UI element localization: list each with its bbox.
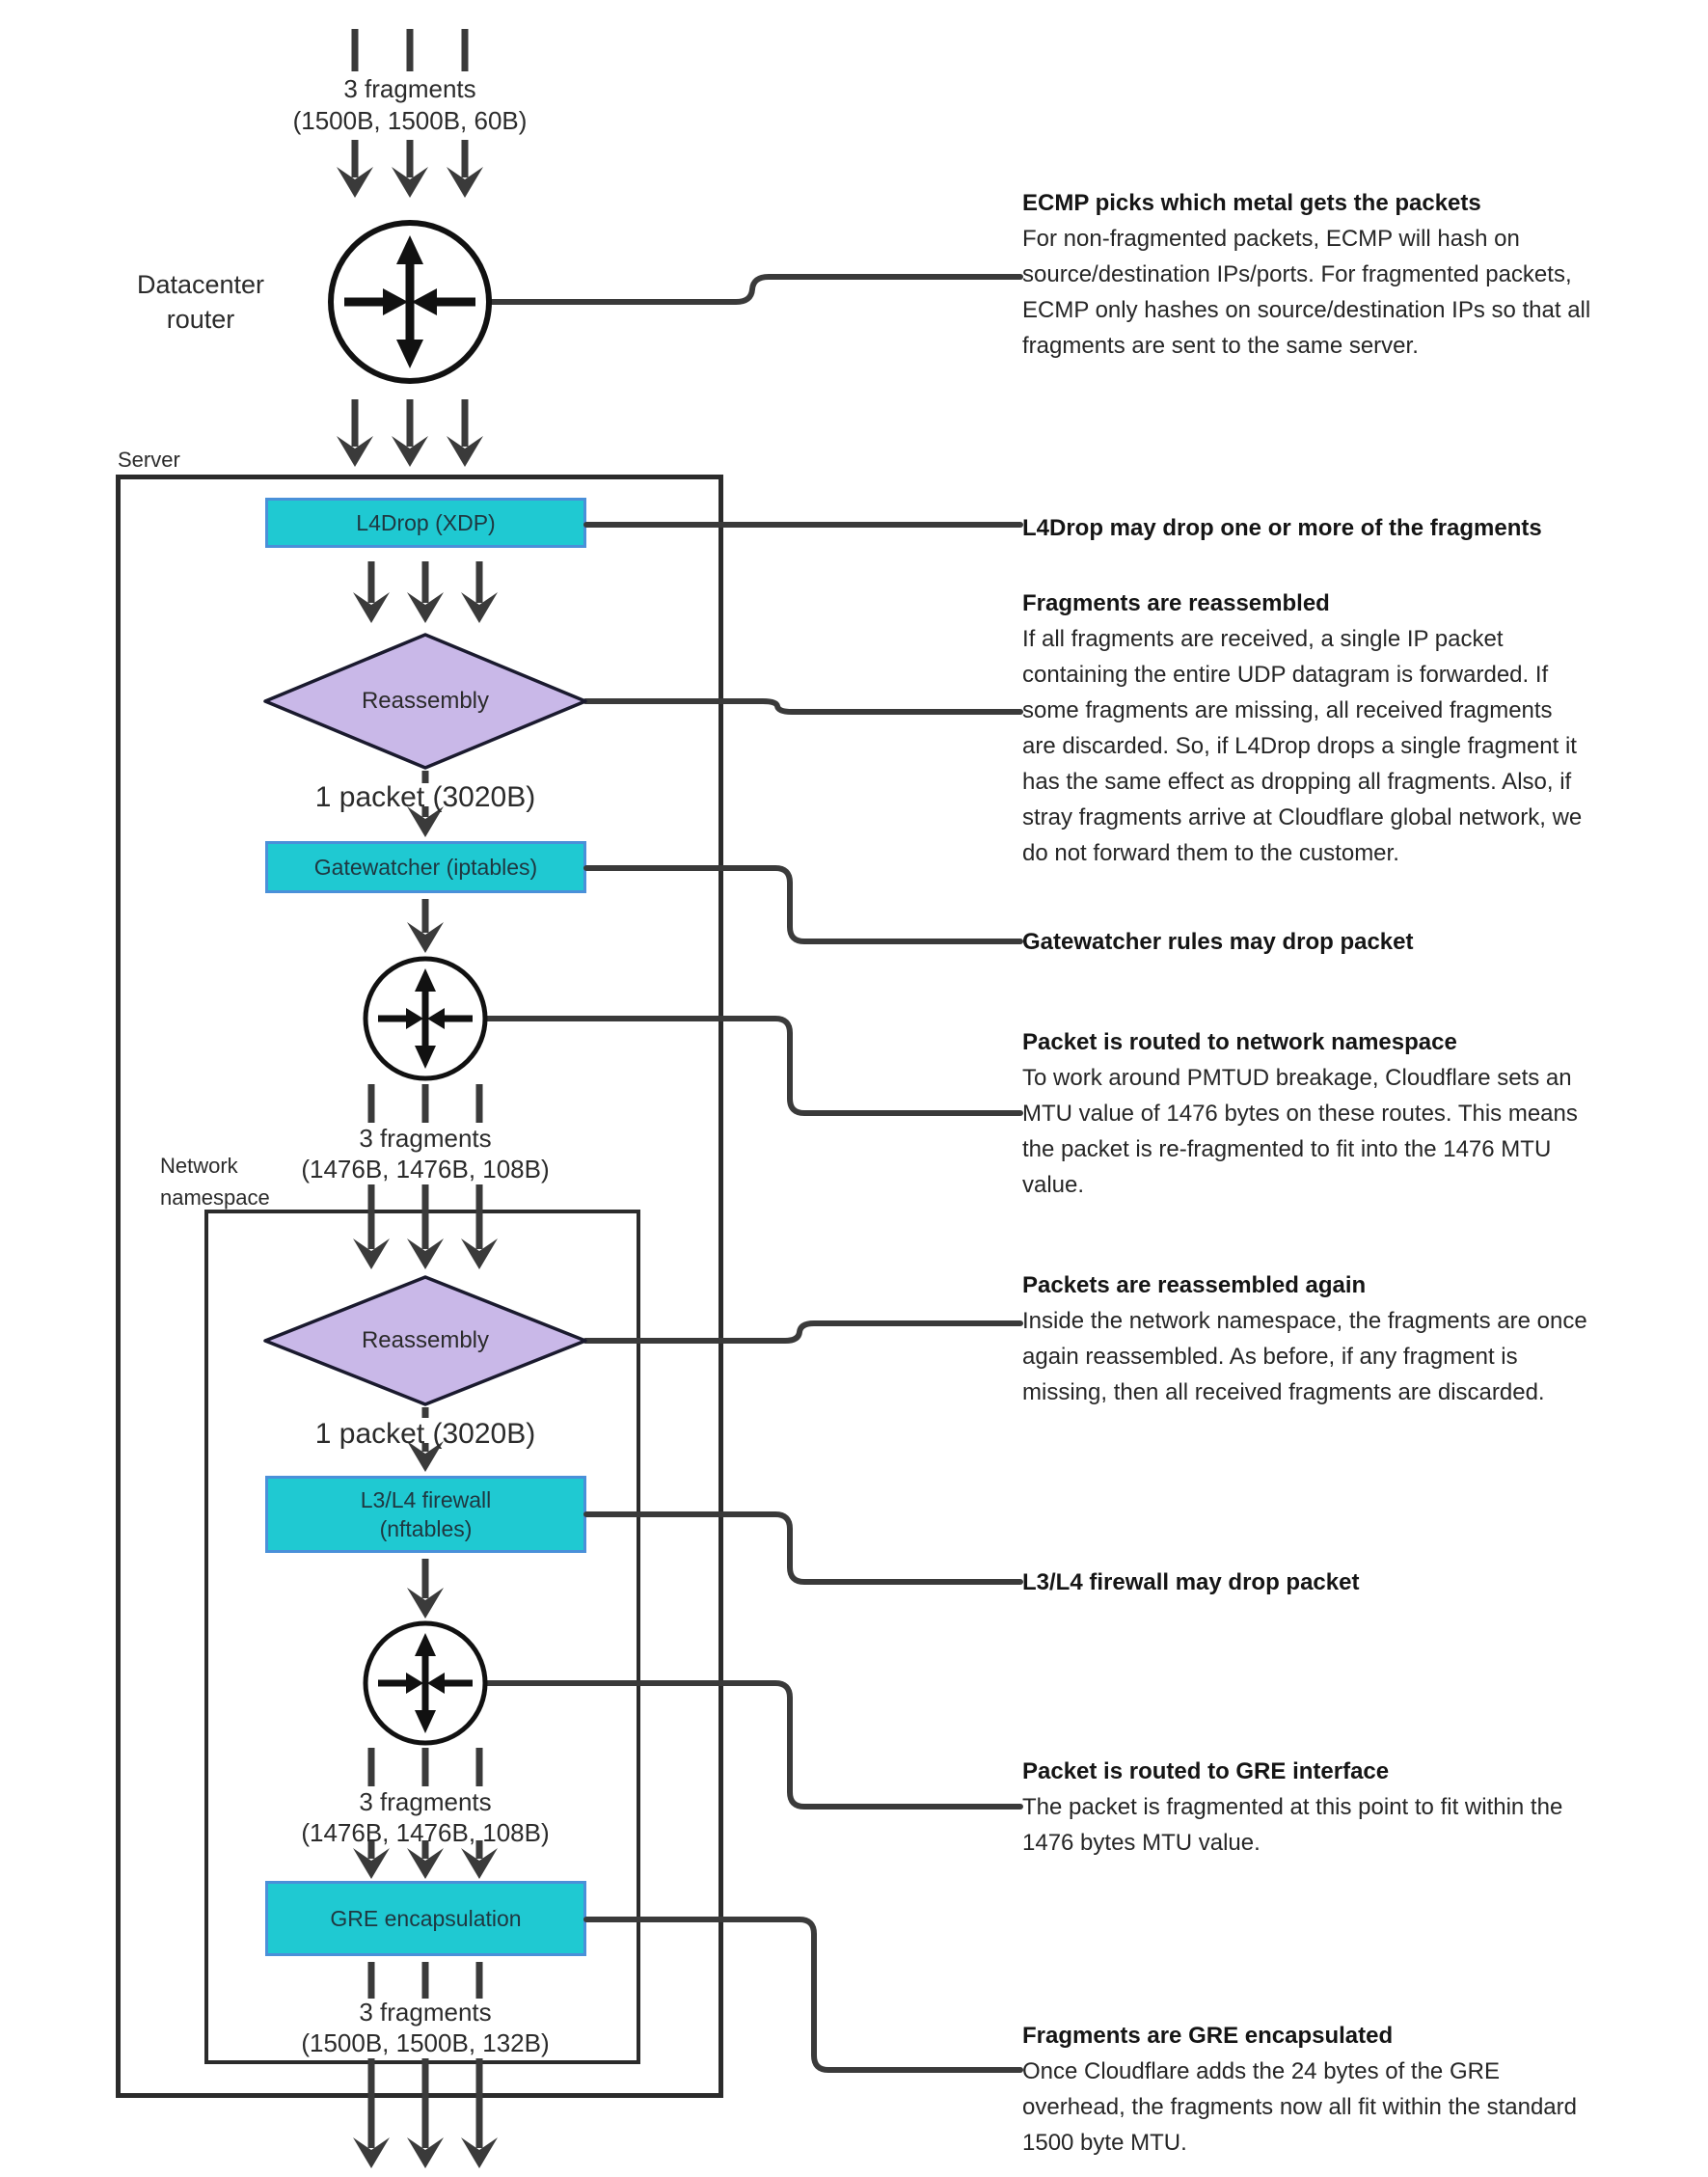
annotation-body bbox=[1022, 621, 1697, 871]
text-line: namespace bbox=[160, 1185, 270, 1210]
text-line: overhead, the fragments now all fit within the standard bbox=[1022, 2094, 1577, 2120]
text-line: again reassembled. As before, if any fragment is bbox=[1022, 1344, 1518, 1370]
text-line: some fragments are missing, all received fragments bbox=[1022, 697, 1553, 723]
annotation-title: Packets are reassembled again bbox=[1022, 1272, 1367, 1298]
text-line: Inside the network namespace, the fragments are once bbox=[1022, 1308, 1587, 1334]
text-line: Network bbox=[160, 1154, 238, 1178]
annotation-body bbox=[1022, 1060, 1697, 1203]
annotation-title: ECMP picks which metal gets the packets bbox=[1022, 190, 1481, 216]
fragments-mid2-sizes: (1476B, 1476B, 108B) bbox=[301, 1818, 550, 1847]
annotation-title: L4Drop may drop one or more of the fragments bbox=[1022, 515, 1542, 541]
text-line: For non-fragmented packets, ECMP will hash on bbox=[1022, 226, 1520, 252]
connector-line bbox=[489, 277, 1020, 302]
reassembly-label: Reassembly bbox=[361, 1327, 490, 1353]
text-line: The packet is fragmented at this point to fit within the bbox=[1022, 1794, 1563, 1820]
datacenter-router-label bbox=[85, 267, 316, 337]
annotation-gre-route bbox=[1022, 1754, 1697, 1861]
packet-label: 1 packet (3020B) bbox=[314, 781, 536, 813]
annotation-gre-encap bbox=[1022, 2018, 1697, 2161]
annotation-l4drop bbox=[1022, 510, 1697, 546]
text-line: source/destination IPs/ports. For fragmented packets, bbox=[1022, 261, 1572, 287]
text-line: has the same effect as dropping all fragments. Also, if bbox=[1022, 769, 1572, 795]
connector-line bbox=[585, 701, 1020, 712]
text-line: 1500 byte MTU. bbox=[1022, 2130, 1187, 2156]
text-line: value. bbox=[1022, 1172, 1085, 1198]
annotation-title: Fragments are GRE encapsulated bbox=[1022, 2023, 1394, 2049]
connector-line bbox=[586, 868, 1020, 941]
text-line: router bbox=[166, 305, 235, 334]
text-line: Datacenter bbox=[136, 270, 265, 299]
text-line: L3/L4 firewall bbox=[360, 1487, 492, 1512]
annotation-body bbox=[1022, 1789, 1697, 1861]
annotation-body bbox=[1022, 221, 1697, 364]
text-line: the packet is re-fragmented to fit into the 1476 MTU bbox=[1022, 1136, 1552, 1162]
fragments-mid1-sizes: (1476B, 1476B, 108B) bbox=[301, 1155, 550, 1184]
text-line: If all fragments are received, a single IP packet bbox=[1022, 626, 1504, 652]
annotation-title: Packet is routed to GRE interface bbox=[1022, 1758, 1390, 1784]
connector-line bbox=[586, 1919, 1020, 2070]
connector-line bbox=[585, 1323, 1020, 1341]
fragments-bottom-count: 3 fragments bbox=[359, 1998, 492, 2027]
annotation-namespace-route bbox=[1022, 1024, 1697, 1203]
annotation-gatewatcher bbox=[1022, 924, 1697, 960]
text-line: are discarded. So, if L4Drop drops a single fragment it bbox=[1022, 733, 1577, 759]
annotation-reassembled-again bbox=[1022, 1267, 1697, 1410]
fragments-top-count: 3 fragments bbox=[343, 74, 476, 103]
annotation-body bbox=[1022, 1303, 1697, 1410]
annotation-ecmp bbox=[1022, 185, 1697, 364]
text-line: 1476 bytes MTU value. bbox=[1022, 1830, 1261, 1856]
text-line: stray fragments arrive at Cloudflare global network, we bbox=[1022, 804, 1583, 830]
annotation-body bbox=[1022, 2054, 1697, 2161]
annotation-title: L3/L4 firewall may drop packet bbox=[1022, 1569, 1360, 1595]
text-line: fragments are sent to the same server. bbox=[1022, 333, 1419, 359]
fragments-mid2-count: 3 fragments bbox=[359, 1787, 492, 1816]
fragments-bottom-sizes: (1500B, 1500B, 132B) bbox=[301, 2028, 550, 2057]
text-line: missing, then all received fragments are discarded. bbox=[1022, 1379, 1545, 1405]
gre-label: GRE encapsulation bbox=[330, 1905, 522, 1931]
fragments-top-sizes: (1500B, 1500B, 60B) bbox=[292, 106, 528, 135]
l4drop-label: L4Drop (XDP) bbox=[356, 509, 496, 535]
text-line: do not forward them to the customer. bbox=[1022, 840, 1399, 866]
text-line: To work around PMTUD breakage, Cloudflare sets an bbox=[1022, 1065, 1572, 1091]
router-icon bbox=[331, 223, 489, 381]
connector-line bbox=[586, 1514, 1020, 1582]
router-icon bbox=[366, 1623, 485, 1743]
router-icon bbox=[366, 959, 485, 1078]
text-line: ECMP only hashes on source/destination IPs so that all bbox=[1022, 297, 1591, 323]
connector-line bbox=[485, 1019, 1020, 1113]
fragments-mid1-count: 3 fragments bbox=[359, 1124, 492, 1153]
text-line: Once Cloudflare adds the 24 bytes of the GRE bbox=[1022, 2058, 1500, 2084]
annotation-reassembled bbox=[1022, 585, 1697, 871]
reassembly-label: Reassembly bbox=[361, 688, 490, 714]
annotation-firewall bbox=[1022, 1565, 1697, 1600]
gatewatcher-label: Gatewatcher (iptables) bbox=[313, 854, 538, 880]
annotation-title: Packet is routed to network namespace bbox=[1022, 1029, 1457, 1055]
text-line: (nftables) bbox=[379, 1516, 473, 1541]
annotation-title: Gatewatcher rules may drop packet bbox=[1022, 929, 1414, 955]
server-label: Server bbox=[118, 448, 180, 472]
packet-label: 1 packet (3020B) bbox=[314, 1418, 536, 1450]
annotation-title: Fragments are reassembled bbox=[1022, 590, 1330, 616]
text-line: containing the entire UDP datagram is forwarded. If bbox=[1022, 662, 1549, 688]
text-line: MTU value of 1476 bytes on these routes. This means bbox=[1022, 1101, 1578, 1127]
